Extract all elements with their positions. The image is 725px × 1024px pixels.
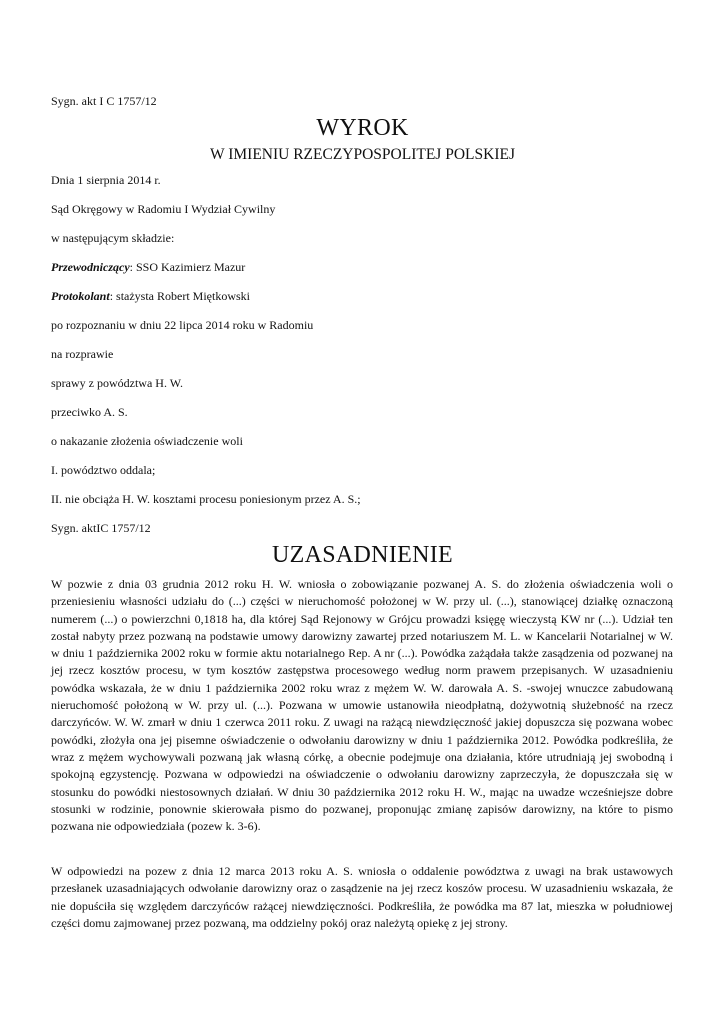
against-line: przeciwko A. S. bbox=[51, 405, 128, 419]
judgment-subtitle: W IMIENIU RZECZYPOSPOLITEJ POLSKIEJ bbox=[210, 146, 515, 163]
hearing-line: po rozpoznaniu w dniu 22 lipca 2014 roku w Radomiu bbox=[51, 318, 314, 332]
ruling-1: I. powództwo oddala; bbox=[51, 463, 156, 477]
court-name: Sąd Okręgowy w Radomiu I Wydział Cywilny bbox=[51, 202, 276, 216]
justification-heading: UZASADNIENIE bbox=[272, 542, 453, 568]
judgment-date: Dnia 1 sierpnia 2014 r. bbox=[51, 173, 161, 187]
chair-value: : SSO Kazimierz Mazur bbox=[129, 260, 246, 274]
case-signature-justification: Sygn. aktIC 1757/12 bbox=[51, 521, 151, 535]
session-line: na rozprawie bbox=[51, 347, 114, 361]
subject-line: o nakazanie złożenia oświadczenie woli bbox=[51, 434, 243, 448]
clerk-value: : stażysta Robert Miętkowski bbox=[109, 289, 251, 303]
case-signature-top: Sygn. akt I C 1757/12 bbox=[51, 94, 157, 108]
judgment-title: WYROK bbox=[316, 115, 409, 141]
composition-intro: w następującym składzie: bbox=[51, 231, 175, 245]
justification-paragraph-1: W pozwie z dnia 03 grudnia 2012 roku H. W. wniosła o zobowiązanie pozwanej A. S. do złożenia oświadczenia woli o przeniesieniu własności udziału do (...) części w nieruchomość położonej w W. przy ul. (...), stanowiącej działkę oznaczoną numerem (...) o powierzchni 0,1818 ha, dla której Sąd Rejonowy w Grójcu prowadzi księgę wieczystą KW nr (...). Udział ten został nabyty przez pozwaną na podstawie umowy darowizny zawartej przed notariuszem M. L. w Kancelarii Notarialnej w W. w dniu 1 października 2002 roku w formie aktu notarialnego Rep. A nr (...). Powódka zażądała także zasądzenia od pozwanej na jej rzecz kosztów procesu, w tym kosztów zastępstwa procesowego według norm prawem przepisanych. W uzasadnieniu powódka wskazała, że w dniu 1 października 2002 roku wraz z mężem W. W. darowała A. S. -swojej wnuczce zabudowaną nieruchomość położoną w W. przy ul. (...). Pozwana w umowie ustanowiła nieodpłatną, dożywotnią służebność na rzecz darczyńców. W. W. zmarł w dniu 1 czerwca 2011 roku. Z uwagi na rażącą niewdzięczność jakiej dopuszcza się pozwana wobec powódki, złożyła ona jej pisemne oświadczenie o odwołaniu darowizny w dniu 1 października 2012. Powódka podkreśliła, że wraz z mężem wychowywali pozwaną jak własną córkę, a obecnie podejmuje ona działania, które utrudniają jej swobodną i spokojną egzystencję. Pozwana w odpowiedzi na oświadczenie o odwołaniu darowizny zaprzeczyła, że dopuszczała się w stosunku do powódki niestosownych działań. W dniu 30 października 2012 roku H. W., mając na uwadze wcześniejsze dobre stosunki w rodzinie, ponownie skierowała pismo do pozwanej, proponując zmianę zapisów darowizny, na które to pismo pozwana nie odpowiedziała (pozew k. 3-6). bbox=[51, 577, 673, 834]
chair-label: Przewodniczący bbox=[51, 260, 130, 274]
clerk-line bbox=[51, 289, 250, 304]
chair-line bbox=[51, 260, 245, 275]
clerk-label: Protokolant bbox=[51, 289, 110, 303]
ruling-2: II. nie obciąża H. W. kosztami procesu poniesionym przez A. S.; bbox=[51, 492, 361, 506]
justification-paragraph-2: W odpowiedzi na pozew z dnia 12 marca 2013 roku A. S. wniosła o oddalenie powództwa z uwagi na brak ustawowych przesłanek uzasadniających odwołanie darowizny oraz o zasądzenie na jej rzecz koszów procesu. W uzasadnieniu wskazała, że nie dopuściła się względem darczyńców rażącej niewdzięczności. Podkreśliła, że powódka ma 87 lat, mieszka w południowej części domu zajmowanej przez pozwaną, ma oddzielny pokój oraz należytą opiekę z jej strony. bbox=[51, 864, 673, 930]
case-from-line: sprawy z powództwa H. W. bbox=[51, 376, 183, 390]
